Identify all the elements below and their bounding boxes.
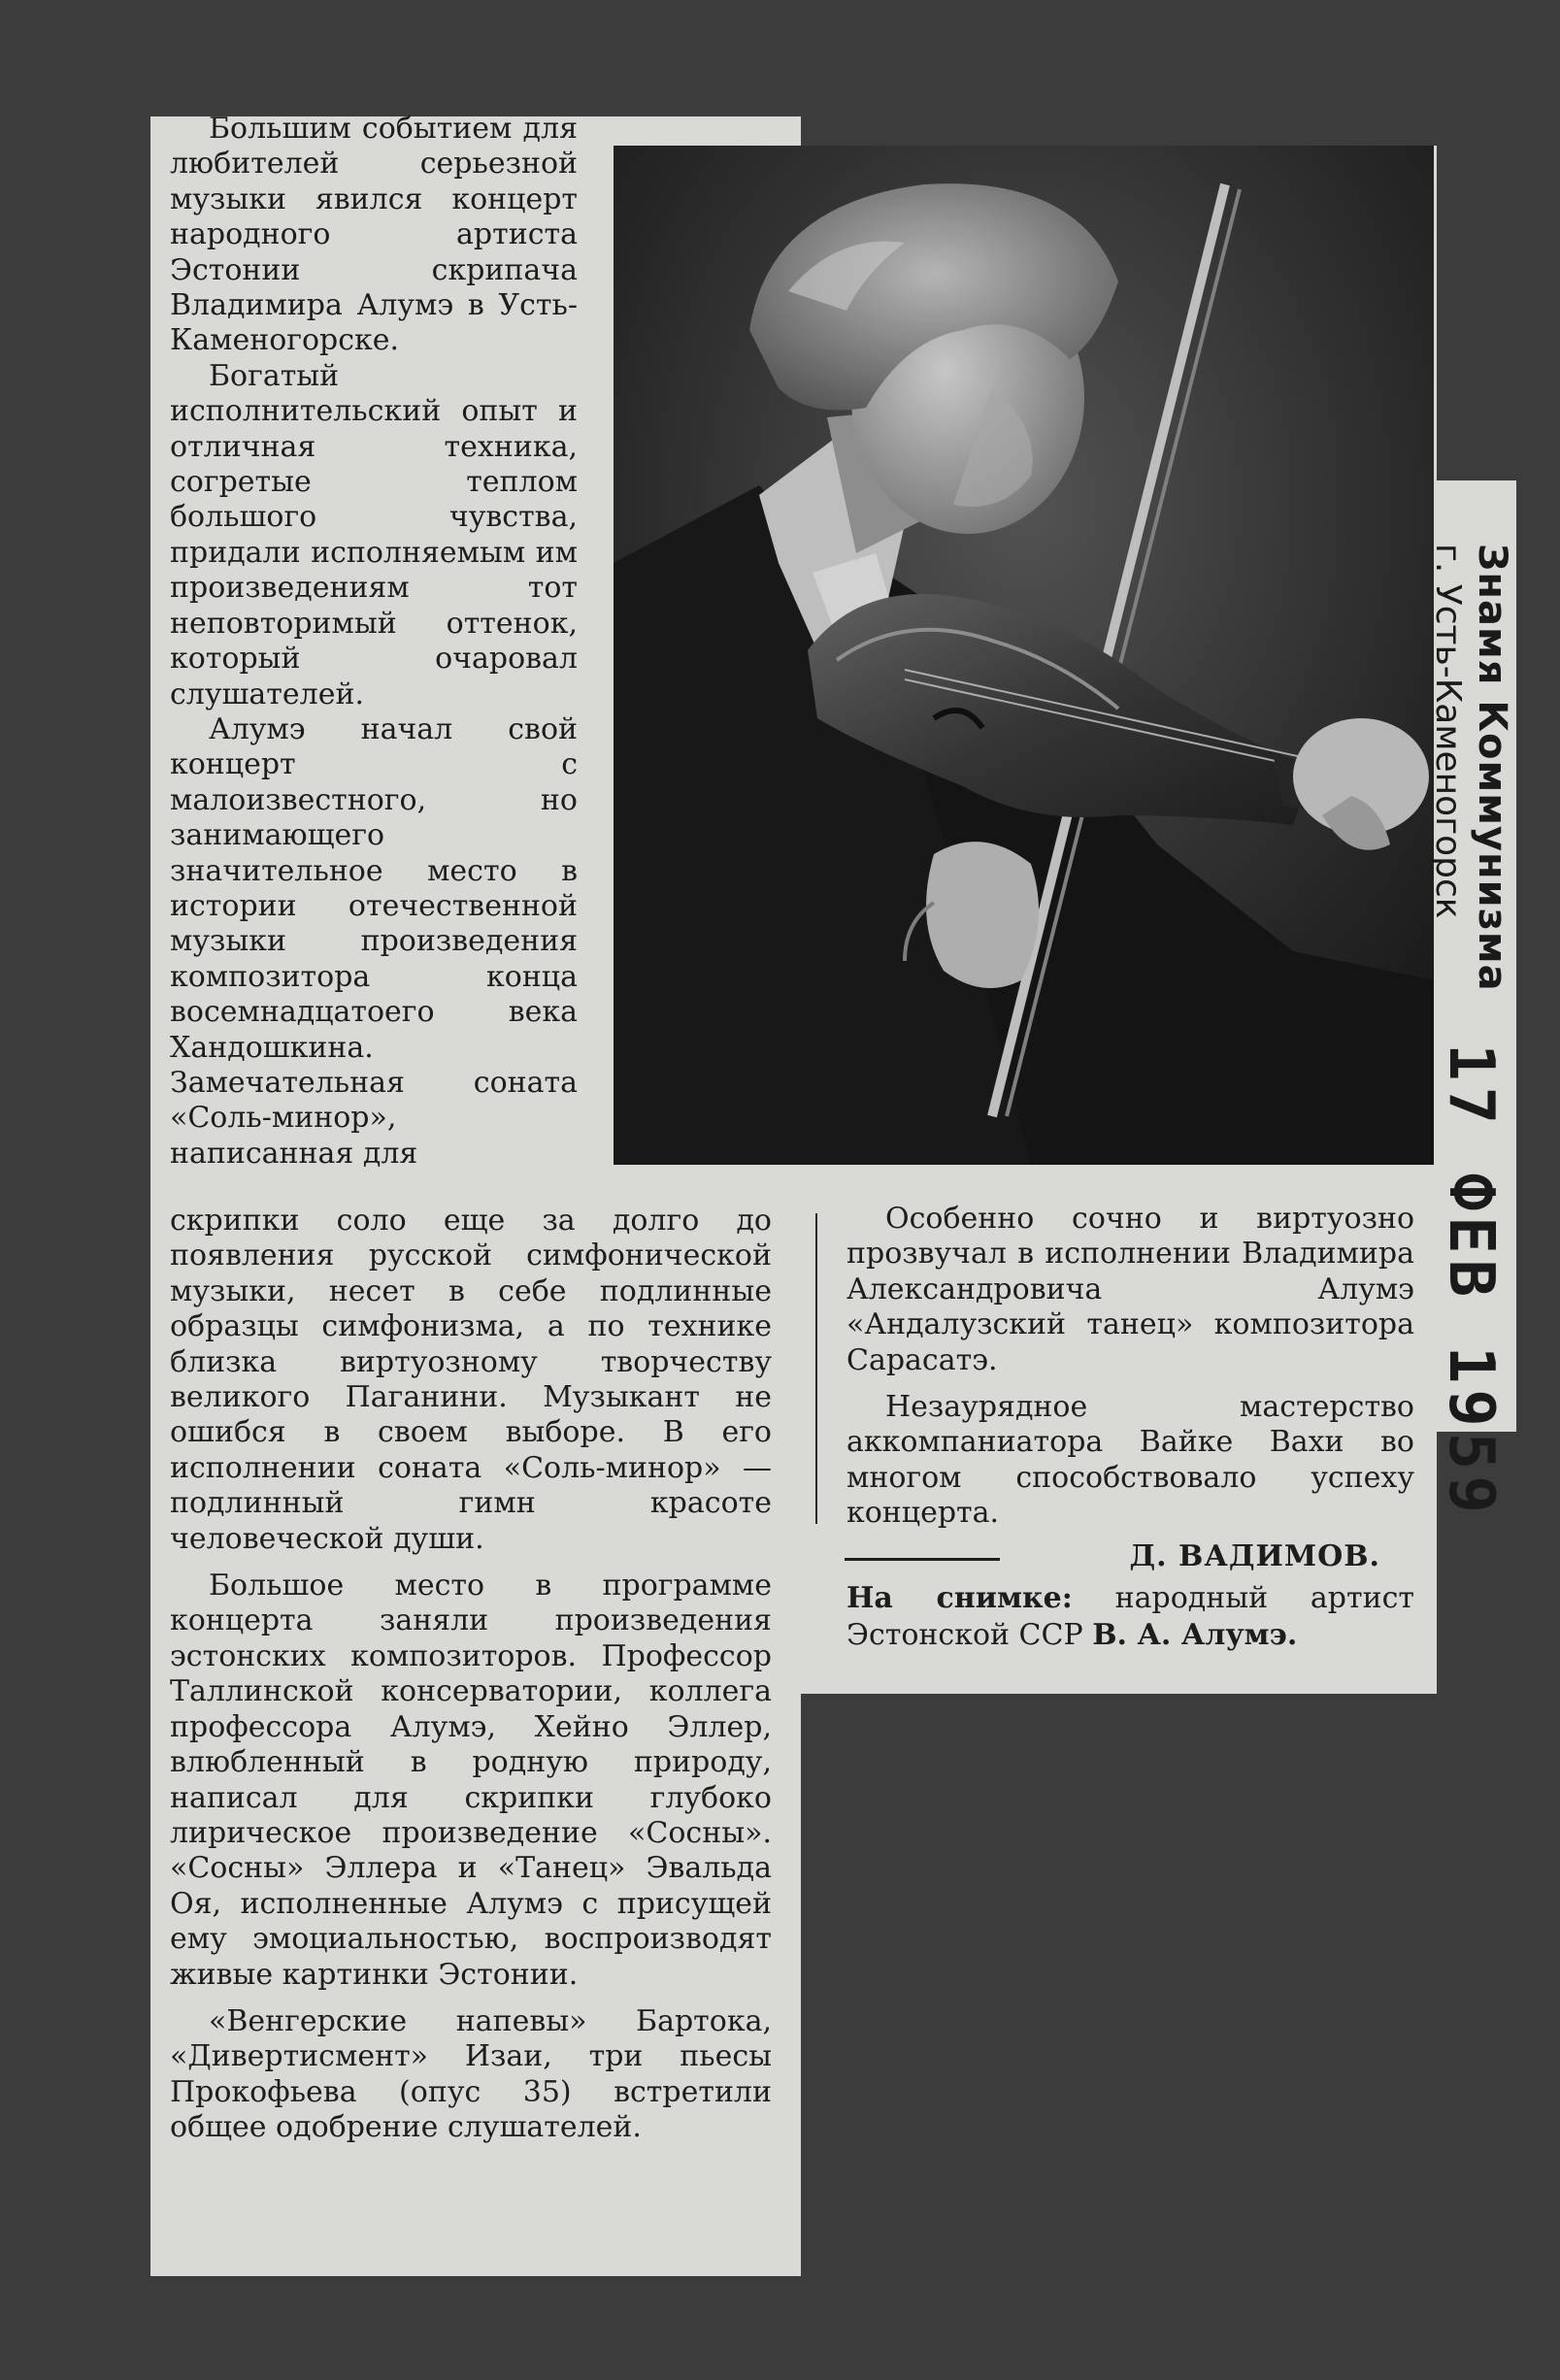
column-divider	[815, 1213, 817, 1524]
date-stamp: 17 ФЕВ 1959	[1435, 1043, 1507, 1519]
article-top-column	[170, 112, 578, 1172]
article-paragraph: «Венгерские напевы» Бартока, «Дивертисмент» Изаи, три пьесы Прокофьева (опус 35) встретили общее одобрение слушателей.	[170, 2003, 772, 2145]
article-paragraph: Незаурядное мастерство аккомпаниатора Вайке Вахи во многом способствовало успеху концерта.	[846, 1390, 1414, 1531]
article-paragraph: Особенно сочно и виртуозно прозвучал в исполнении Владимира Александровича Алумэ «Андалузский танец» композитора Сарасатэ.	[846, 1202, 1414, 1377]
caption-label: На снимке:	[846, 1581, 1073, 1615]
newspaper-name: Знамя Коммунизма	[1470, 544, 1514, 992]
article-paragraph: Большое место в программе концерта заняли произведения эстонских композиторов. Профессор Таллинской консерватории, коллега профессора Алумэ, Хейно Эллер, влюбленный в родную природу, написал для скрипки глубоко лирическое произведение «Сосны». «Сосны» Эллера и «Танец» Эвальда Оя, исполненные Алумэ с присущей ему эмоциальностью, воспроизводят живые картинки Эстонии.	[170, 1569, 772, 1992]
caption-text: народный артист Эстонской ССР	[846, 1581, 1414, 1652]
article-author: Д. ВАДИМОВ.	[1129, 1538, 1380, 1573]
caption-rule	[845, 1558, 1000, 1561]
article-paragraph: Богатый исполнительский опыт и отличная техника, согретые теплом большого чувства, придали исполняемым им произведениям тот неповторимый оттенок, который очаровал слушателей.	[170, 358, 578, 711]
article-right-column	[846, 1202, 1414, 1574]
article-bottom-column	[170, 1204, 772, 2146]
photo-caption	[846, 1580, 1414, 1654]
article-paragraph: Большим событием для любителей серьезной музыки явился концерт народного артиста Эстонии скрипача Владимира Алумэ в Усть-Каменогорске.	[170, 112, 578, 358]
article-paragraph: Алумэ начал свой концерт с малоизвестного, но занимающего значительное место в истории отечественной музыки произведения композитора конца восемнадцатоего века Хандошкина. Замечательная соната «Соль-минор», написанная для	[170, 711, 578, 1171]
violinist-photo	[614, 146, 1434, 1165]
caption-name: В. А. Алумэ.	[1092, 1618, 1298, 1652]
article-paragraph: скрипки соло еще за долго до появления русской симфонической музыки, несет в себе подлинные образцы симфонизма, а по технике близка виртуозному творчеству великого Паганини. Музыкант не ошибся в своем выборе. В его исполнении соната «Соль-минор» — подлинный гимн красоте человеческой души.	[170, 1204, 772, 1556]
newspaper-city: г. Усть-Каменогорск	[1428, 544, 1468, 919]
